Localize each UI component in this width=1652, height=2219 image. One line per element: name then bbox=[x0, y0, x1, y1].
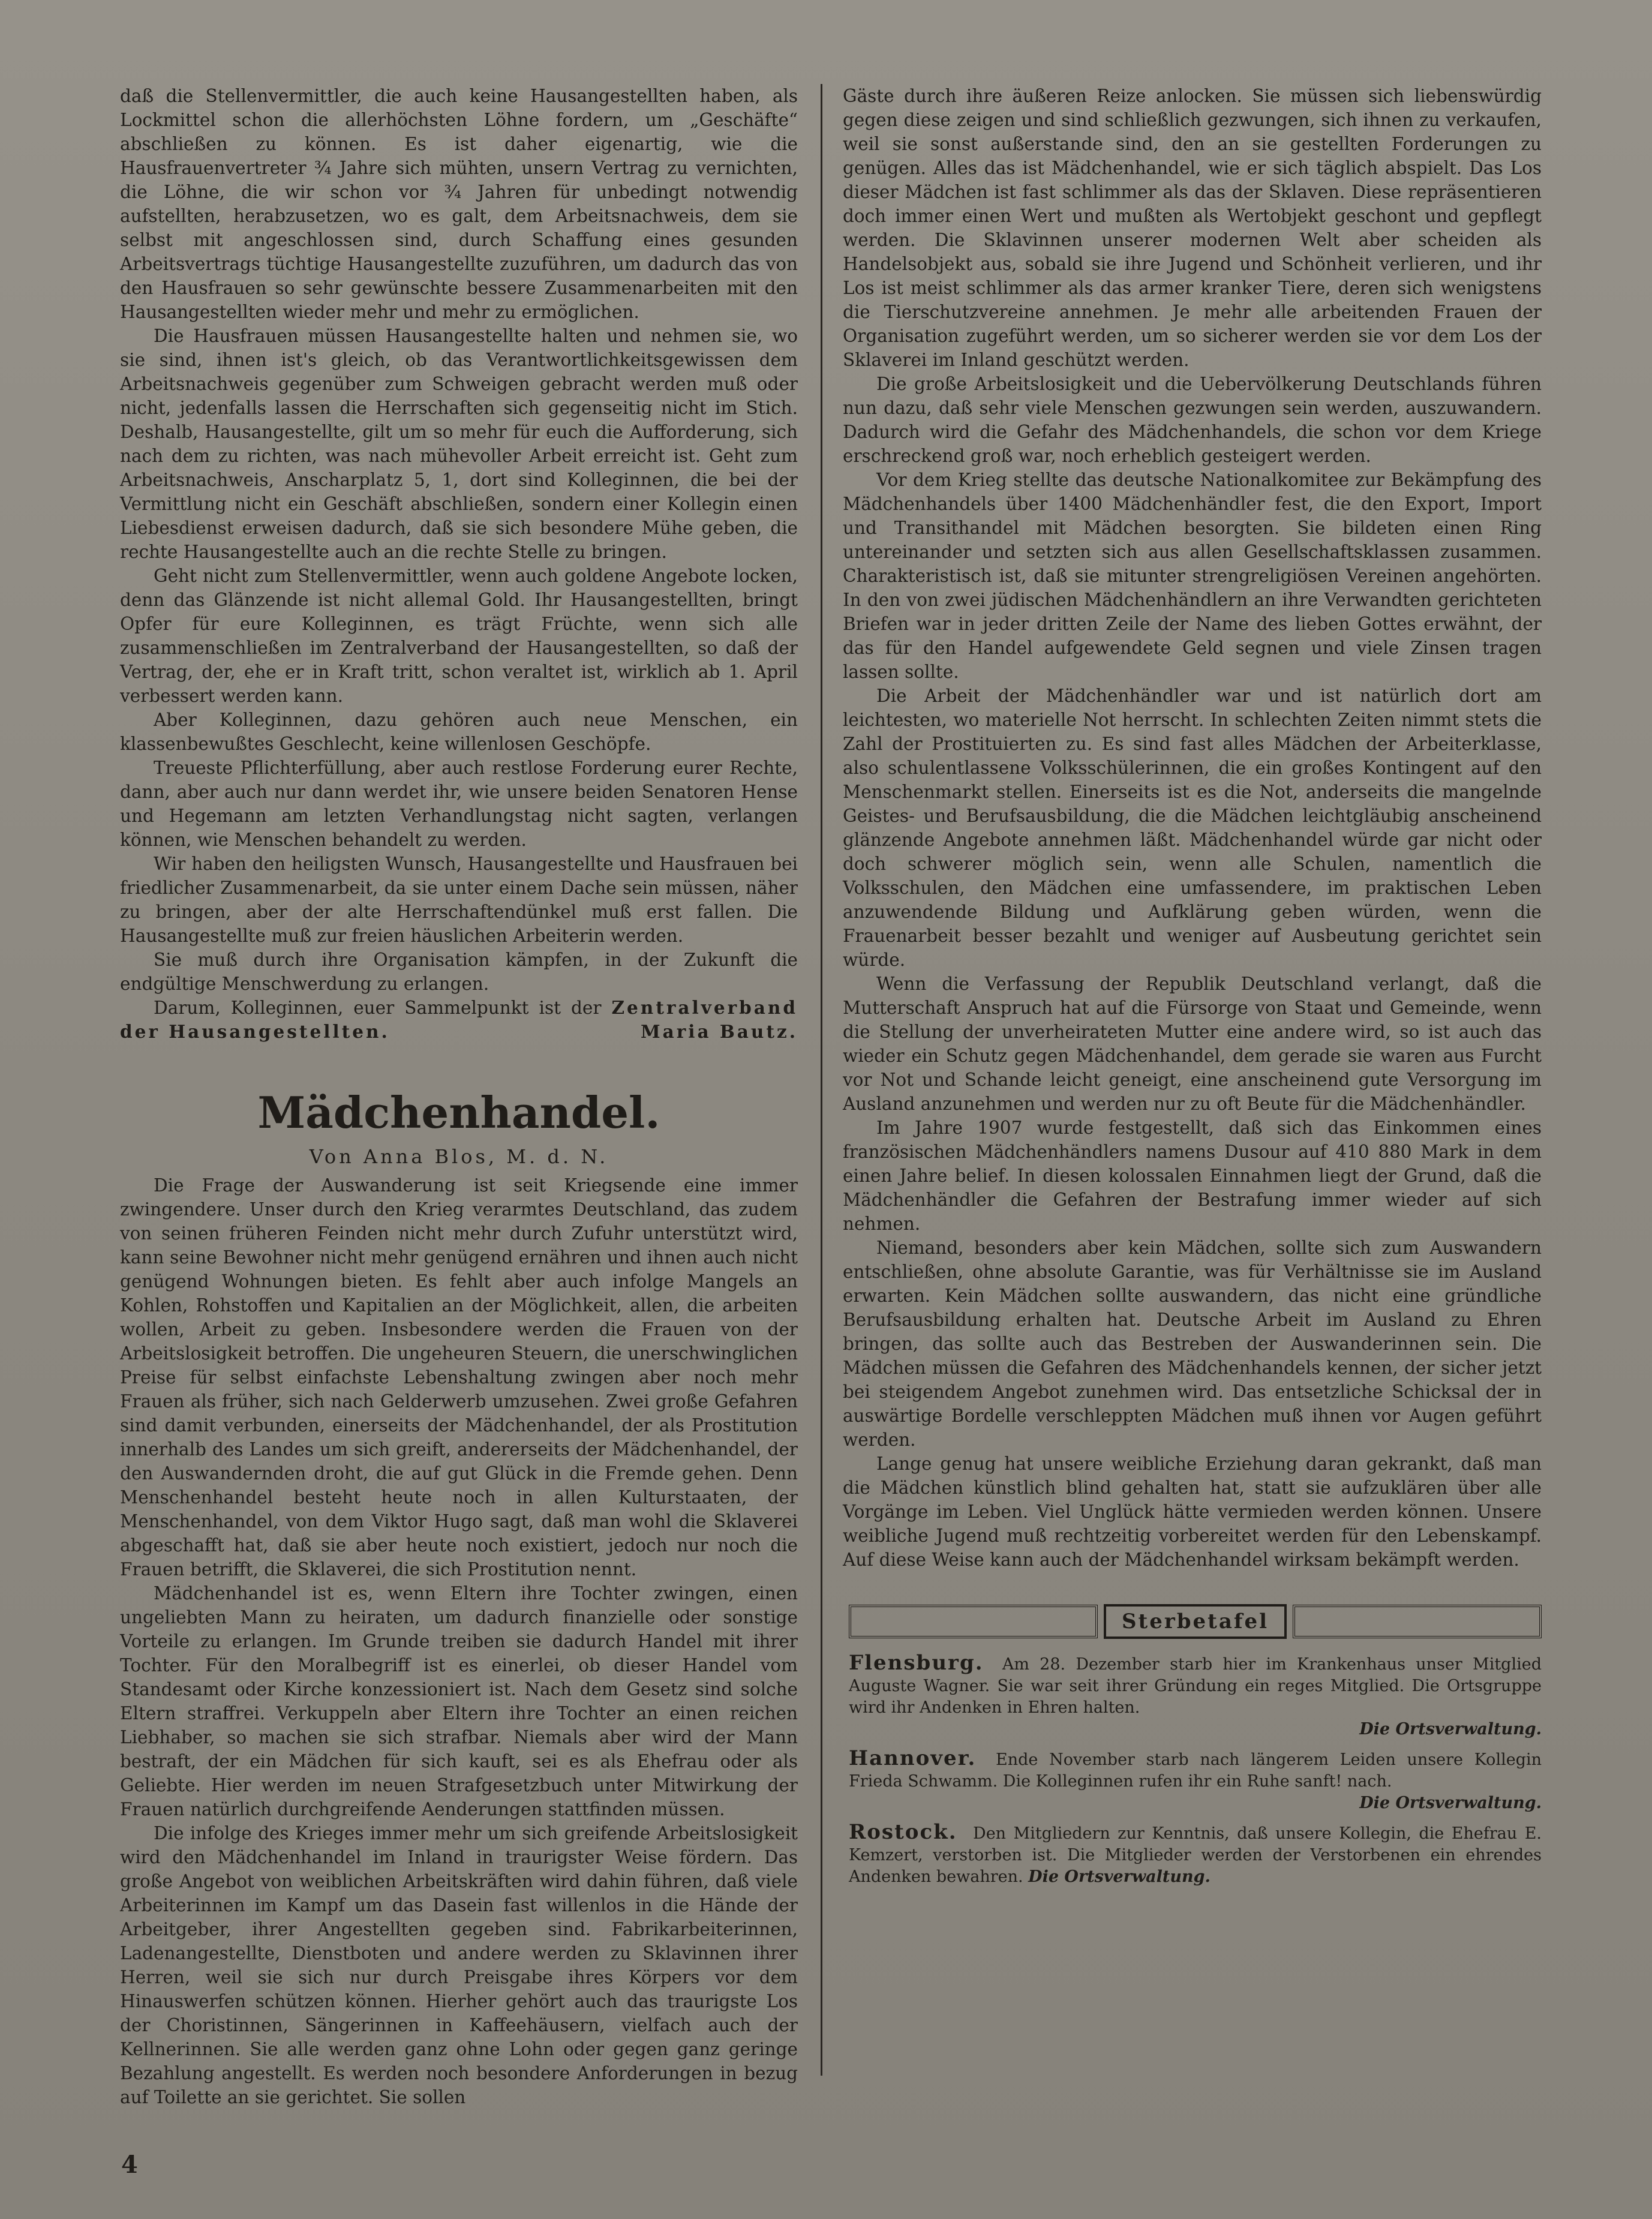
author-signature: Maria Bautz. bbox=[640, 1021, 798, 1042]
paragraph: Die Hausfrauen müssen Hausangestellte halten und nehmen sie, wo sie sind, ihnen ist's gleich, ob das Verantwortlichkeitsgewissen dem Arbeitsnachweis gegenüber zum Schweigen gebracht werden muß oder nicht, jedenfalls lassen die Herrschaften sich gegenseitig nicht im Stich. Deshalb, Hausangestellte, gilt um so mehr für euch die Aufforderung, sich nach dem zu richten, was nach mühevoller Arbeit erreicht ist. Geht zum Arbeitsnachweis, Anscharplatz 5, 1, dort sind Kolleginnen, die bei der Vermittlung nicht ein Geschäft abschließen, sondern einer Kollegin einen Liebesdienst erweisen dadurch, daß sie sich besondere Mühe geben, die rechte Hausangestellte auch an die rechte Stelle zu bringen. bbox=[120, 326, 798, 562]
right-column bbox=[843, 84, 1542, 1895]
obituary-text: Am 28. Dezember starb hier im Krankenhaus unser Mitglied Auguste Wagner. Sie war seit ihrer Gründung ein reges Mitglied. Die Ortsgruppe wird ihr Andenken in Ehren halten. bbox=[849, 1655, 1542, 1717]
paragraph: Im Jahre 1907 wurde festgestellt, daß sich das Einkommen eines französischen Mädchenhändlers namens Dusour auf 410 880 Mark in dem einen Jahre belief. In diesen kolossalen Einnahmen liegt der Grund, daß die Mädchenhändler die Gefahren der Bestrafung immer wieder auf sich nehmen. bbox=[843, 1118, 1542, 1234]
obituary-text: Den Mitgliedern zur Kenntnis, daß unsere Kollegin, die Ehefrau E. Kemzert, verstorben ist. Die Mitglieder werden der Verstorbenen ein ehrendes Andenken bewahren. bbox=[849, 1824, 1542, 1886]
header-ornament-right bbox=[1293, 1605, 1542, 1638]
obituary-entry bbox=[849, 1747, 1542, 1814]
obituary-signature: Die Ortsverwaltung. bbox=[1359, 1720, 1542, 1738]
obituary-entry bbox=[849, 1652, 1542, 1740]
paragraph: Wir haben den heiligsten Wunsch, Hausangestellte und Hausfrauen bei friedlicher Zusammenarbeit, da sie unter einem Dache sein müssen, näher zu bringen, aber der alte Herrschaftendünkel muß erst fallen. Die Hausangestellte muß zur freien häuslichen Arbeiterin werden. bbox=[120, 854, 798, 946]
paragraph: Gäste durch ihre äußeren Reize anlocken. Sie müssen sich liebenswürdig gegen diese zeigen und sind schließlich gezwungen, sich ihnen zu verkaufen, weil sie sonst außerstande sind, den an sie gestellten Forderungen zu genügen. Alles das ist Mädchenhandel, wie er sich täglich abspielt. Das Los dieser Mädchen ist fast schlimmer als das der Sklaven. Diese repräsentieren doch immer einen Wert und mußten als Wertobjekt geschont und gepflegt werden. Die Sklavinnen unserer modernen Welt aber scheiden als Handelsobjekt aus, sobald sie ihre Jugend und Schönheit verlieren, und ihr Los ist meist schlimmer als das armer kranker Tiere, deren sich wenigstens die Tierschutzvereine annehmen. Je mehr alle arbeitenden Frauen der Organisation zugeführt werden, um so sicherer werden sie vor dem Los der Sklaverei im Inland geschützt werden. bbox=[843, 86, 1542, 370]
paragraph: Wenn die Verfassung der Republik Deutschland verlangt, daß die Mutterschaft Anspruch hat auf die Fürsorge von Staat und Gemeinde, wenn die Stellung der unverheirateten Mutter eine andere wird, so ist auch das wieder ein Schutz gegen Mädchenhandel, dem gerade sie waren aus Furcht vor Not und Schande leicht geneigt, eine anscheinend gute Versorgung im Ausland anzunehmen und werden nur zu oft Beute für die Mädchenhändler. bbox=[843, 974, 1542, 1114]
paragraph: Aber Kolleginnen, dazu gehören auch neue Menschen, ein klassenbewußtes Geschlecht, keine willenlosen Geschöpfe. bbox=[120, 710, 798, 754]
paragraph: Geht nicht zum Stellenvermittler, wenn auch goldene Angebote locken, denn das Glänzende ist nicht allemal Gold. Ihr Hausangestellten, bringt Opfer für eure Kolleginnen, es trägt Früchte, wenn sich alle zusammenschließen im Zentralverband der Hausangestellten, so daß der Vertrag, der, ehe er in Kraft tritt, schon veraltet ist, wirklich ab 1. April verbessert werden kann. bbox=[120, 566, 798, 706]
article-paragraph: Die infolge des Krieges immer mehr um sich greifende Arbeitslosigkeit wird den Mädchenhandel im Inland in traurigster Weise fördern. Das große Angebot von weiblichen Arbeitskräften wird dahin führen, daß viele Arbeiterinnen im Kampf um das Dasein fast willenlos in die Hände der Arbeitgeber, ihrer Angestellten gegeben sind. Fabrikarbeiterinnen, Ladenangestellte, Dienstboten und andere werden zu Sklavinnen ihrer Herren, weil sie sich nur durch Preisgabe ihres Körpers vor dem Hinauswerfen schützen können. Hierher gehört auch das traurigste Los der Choristinnen, Sängerinnen in Kaffeehäusern, vielfach auch der Kellnerinnen. Sie alle werden ganz ohne Lohn oder gegen ganz geringe Bezahlung angestellt. Es werden noch besondere Anforderungen in bezug auf Toilette an sie gerichtet. Sie sollen bbox=[120, 1823, 798, 2107]
closing-text: Darum, Kolleginnen, euer Sammelpunkt ist der bbox=[154, 998, 602, 1018]
paragraph: daß die Stellenvermittler, die auch keine Hausangestellten haben, als Lockmittel schon die allerhöchsten Löhne fordern, um „Geschäfte“ abschließen zu können. Es ist daher eigenartig, wie die Hausfrauenvertreter ¾ Jahre sich mühten, unsern Vertrag zu vernichten, die Löhne, die wir schon vor ¾ Jahren für unbedingt notwendig aufstellten, herabzusetzen, wo es galt, dem Arbeitsnachweis, dem sie selbst mit angeschlossen sind, durch Schaffung eines gesunden Arbeitsvertrags tüchtige Hausangestellte zuzuführen, um dadurch das von den Hausfrauen so sehr gewünschte bessere Zusammenarbeiten mit den Hausangestellten wieder mehr und mehr zu ermöglichen. bbox=[120, 86, 798, 322]
obituary-heading: Sterbetafel bbox=[1104, 1604, 1287, 1639]
obituary-signature: Die Ortsverwaltung. bbox=[1028, 1867, 1211, 1886]
left-column bbox=[120, 84, 798, 2109]
paragraph: Die Arbeit der Mädchenhändler war und ist natürlich dort am leichtesten, wo materielle Not herrscht. In schlechten Zeiten nimmt stets die Zahl der Prostituierten zu. Es sind fast alles Mädchen der Arbeiterklasse, also schulentlassene Volksschülerinnen, die ein großes Kontingent auf den Menschenmarkt stellen. Einerseits ist es die Not, anderseits die mangelnde Geistes- und Berufsausbildung, die die Mädchen leichtgläubig anscheinend glänzende Angebote annehmen läßt. Mädchenhandel würde gar nicht oder doch schwerer möglich sein, wenn alle Schulen, namentlich die Volksschulen, den Mädchen eine umfassendere, im praktischen Leben anzuwendende Bildung und Aufklärung geben würden, wenn die Frauenarbeit besser bezahlt und weniger auf Ausbeutung gerichtet sein würde. bbox=[843, 686, 1542, 970]
column-divider bbox=[821, 84, 822, 2076]
article-paragraph: Mädchenhandel ist es, wenn Eltern ihre Tochter zwingen, einen ungeliebten Mann zu heiraten, um dadurch finanzielle oder sonstige Vorteile zu erlangen. Im Grunde treiben sie dadurch Handel mit ihrer Tochter. Für den Moralbegriff ist es einerlei, ob dieser Handel vom Standesamt oder Kirche konzessioniert ist. Nach dem Gesetz sind solche Eltern straffrei. Verkuppeln aber Eltern ihre Tochter an einen reichen Liebhaber, so machen sie sich strafbar. Niemals aber wird der Mann bestraft, der ein Mädchen für sich kauft, sei es als Ehefrau oder als Geliebte. Hier werden im neuen Strafgesetzbuch unter Mitwirkung der Frauen natürlich durchgreifende Aenderungen stattfinden müssen. bbox=[120, 1583, 798, 1819]
paragraph: Sie muß durch ihre Organisation kämpfen, in der Zukunft die endgültige Menschwerdung zu erlangen. bbox=[120, 950, 798, 994]
obituary-signature: Die Ortsverwaltung. bbox=[1359, 1794, 1542, 1812]
obituary-city: Hannover. bbox=[849, 1746, 977, 1770]
header-ornament-left bbox=[849, 1605, 1098, 1638]
organization-name: Zentralverband der Hausangestellten. bbox=[120, 997, 798, 1042]
obituary-header bbox=[849, 1604, 1542, 1639]
obituary-entry bbox=[849, 1821, 1542, 1888]
article-byline: Von Anna Blos, M. d. N. bbox=[309, 1145, 609, 1168]
article-title: Mädchenhandel. bbox=[257, 1087, 660, 1138]
paragraph: Die große Arbeitslosigkeit und die Uebervölkerung Deutschlands führen nun dazu, daß sehr viele Menschen gezwungen sein werden, auszuwandern. Dadurch wird die Gefahr des Mädchenhandels, die schon vor dem Kriege erschreckend groß war, noch erheblich gesteigert werden. bbox=[843, 374, 1542, 466]
paragraph: Vor dem Krieg stellte das deutsche Nationalkomitee zur Bekämpfung des Mädchenhandels über 1400 Mädchenhändler fest, die den Export, Import und Transithandel mit Mädchen besorgten. Sie bildeten einen Ring untereinander und setzten sich aus allen Gesellschaftsklassen zusammen. Charakteristisch ist, daß sie mitunter strengreligiösen Vereinen angehörten. In den von zwei jüdischen Mädchenhändlern an ihre Verwandten gerichteten Briefen war in jeder dritten Zeile der Name des lieben Gottes erwähnt, der das für den Handel aufgewendete Geld segnen und viele Zinsen tragen lassen sollte. bbox=[843, 470, 1542, 682]
obituary-city: Rostock. bbox=[849, 1820, 957, 1844]
page-number: 4 bbox=[121, 2151, 138, 2179]
article-paragraph: Die Frage der Auswanderung ist seit Kriegsende eine immer zwingendere. Unser durch den Krieg verarmtes Deutschland, das zudem von seinen früheren Feinden nicht mehr durch Zufuhr unterstützt wird, kann seine Bewohner nicht mehr genügend ernähren und ihnen auch nicht genügend Wohnungen bieten. Es fehlt aber auch infolge Mangels an Kohlen, Rohstoffen und Kapitalien an der Möglichkeit, allen, die arbeiten wollen, Arbeit zu geben. Insbesondere werden die Frauen von der Arbeitslosigkeit betroffen. Die ungeheuren Steuern, die unerschwinglichen Preise für selbst einfachste Lebenshaltung zwingen aber noch mehr Frauen als früher, sich nach Gelderwerb umzusehen. Zwei große Gefahren sind damit verbunden, einerseits der Mädchenhandel, der als Prostitution innerhalb des Landes um sich greift, andererseits der Mädchenhandel, der den Auswandernden droht, die auf gut Glück in die Fremde gehen. Denn Menschenhandel besteht heute noch in allen Kulturstaaten, der Menschenhandel, von dem Viktor Hugo sagt, daß man wohl die Sklaverei abgeschafft hat, daß sie aber heute noch existiert, jedoch nur noch die Frauen betrifft, die Sklaverei, die sich Prostitution nennt. bbox=[120, 1175, 798, 1580]
paragraph: Niemand, besonders aber kein Mädchen, sollte sich zum Auswandern entschließen, ohne absolute Garantie, was für Verhältnisse sie im Ausland erwarten. Kein Mädchen sollte auswandern, das nicht eine gründliche Berufsausbildung erhalten hat. Deutsche Arbeit im Ausland zu Ehren bringen, das sollte auch das Bestreben der Auswanderinnen sein. Die Mädchen müssen die Gefahren des Mädchenhandels kennen, der sicher jetzt bei steigendem Angebot zunehmen wird. Das entsetzliche Schicksal der in auswärtige Bordelle verschleppten Mädchen muß ihnen vor Augen geführt werden. bbox=[843, 1238, 1542, 1450]
paragraph: Lange genug hat unsere weibliche Erziehung daran gekrankt, daß man die Mädchen künstlich blind gehalten hat, statt sie aufzuklären über alle Vorgänge im Leben. Viel Unglück hätte vermieden werden können. Unsere weibliche Jugend muß rechtzeitig vorbereitet werden für den Lebenskampf. Auf diese Weise kann auch der Mädchenhandel wirksam bekämpft werden. bbox=[843, 1454, 1542, 1570]
closing-paragraph bbox=[120, 996, 798, 1044]
obituary-city: Flensburg. bbox=[849, 1651, 984, 1675]
obituary-text: Ende November starb nach längerem Leiden unsere Kollegin Frieda Schwamm. Die Kolleginnen rufen ihr ein Ruhe sanft! nach. bbox=[849, 1750, 1542, 1791]
paragraph: Treueste Pflichterfüllung, aber auch restlose Forderung eurer Rechte, dann, aber auch nur dann werdet ihr, wie unsere beiden Senatoren Hense und Hegemann am letzten Verhandlungstag nicht sagten, verlangen können, wie Menschen behandelt zu werden. bbox=[120, 758, 798, 850]
